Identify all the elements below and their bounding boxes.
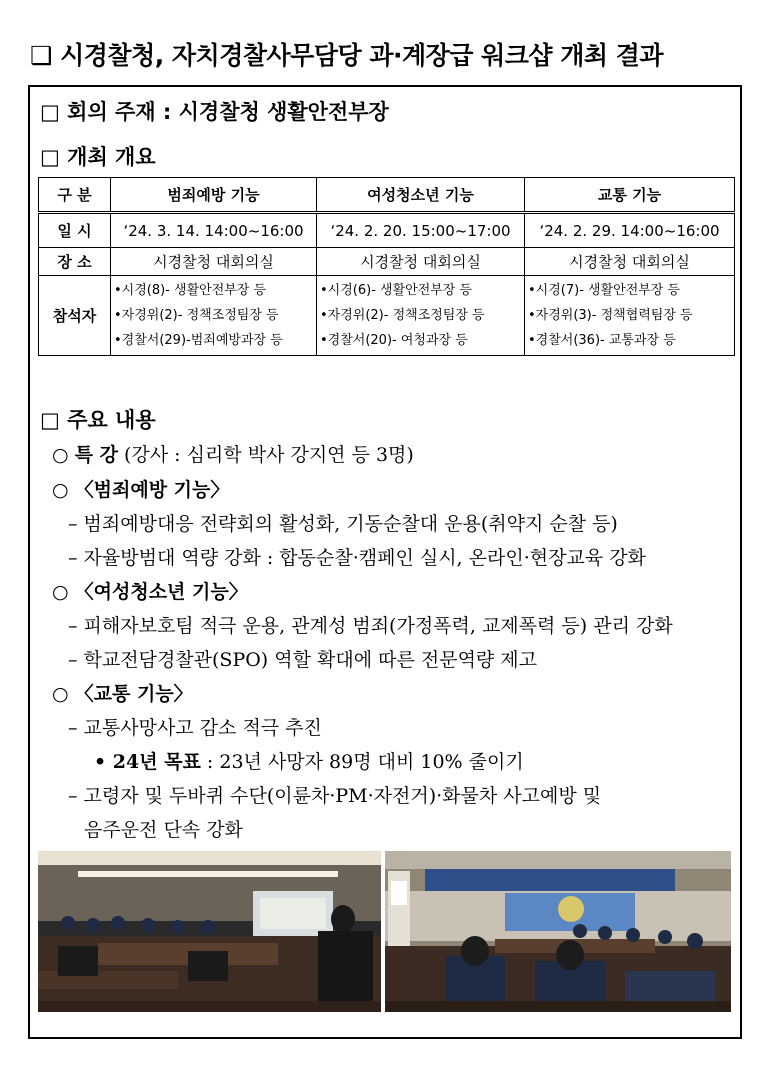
section-title-text: 〈범죄예방 기능〉 — [74, 479, 230, 501]
row-label: 장 소 — [39, 248, 111, 276]
bullet: ○ — [52, 683, 69, 705]
lecture-detail: (강사 : 심리학 박사 강지연 등 3명) — [117, 444, 414, 466]
section-item: – 피해자보호팀 적극 운용, 관계성 범죄(가정폭력, 교제폭력 등) 관리 강화 — [68, 615, 673, 637]
table-header: 구 분 — [39, 178, 111, 213]
bullet: ○ — [52, 581, 69, 603]
overview-table — [38, 177, 735, 356]
table-row — [39, 213, 735, 248]
main-heading: □ 주요 내용 — [40, 408, 156, 432]
host-value: : 시경찰청 생활안전부장 — [155, 100, 389, 124]
table-row — [39, 276, 735, 356]
host-line — [40, 96, 389, 126]
section-item: – 학교전담경찰관(SPO) 역할 확대에 따른 전문역량 제고 — [68, 649, 538, 671]
attendee-line: •시경(7)- 생활안전부장 등 — [528, 283, 681, 298]
attendee-cell — [317, 276, 525, 356]
attendee-line: •시경(6)- 생활안전부장 등 — [320, 283, 473, 298]
table-header: 교통 기능 — [525, 178, 735, 213]
attendee-cell — [525, 276, 735, 356]
meeting-photo-right-image — [385, 851, 731, 1012]
goal-label: • 24년 목표 — [94, 751, 201, 773]
bullet: ○ — [52, 444, 69, 466]
photo-strip — [38, 851, 731, 1012]
goal-text: : 23년 사망자 89명 대비 10% 줄이기 — [200, 751, 524, 773]
table-header: 범죄예방 기능 — [111, 178, 317, 213]
bullet: ○ — [52, 479, 69, 501]
attendee-line: •경찰서(29)-범죄예방과장 등 — [114, 333, 283, 348]
meeting-photo-right — [385, 851, 731, 1012]
meeting-photo-left — [38, 851, 381, 1012]
table-cell: 시경찰청 대회의실 — [111, 248, 317, 276]
page-title: ❑ 시경찰청, 자치경찰사무담당 과·계장급 워크샵 개최 결과 — [30, 41, 664, 70]
section-item: – 범죄예방대응 전략회의 활성화, 기동순찰대 운용(취약지 순찰 등) — [68, 513, 618, 535]
section-title-text: 〈여성청소년 기능〉 — [74, 581, 248, 603]
section-title — [52, 679, 193, 706]
table-cell: ‘24. 3. 14. 14:00~16:00 — [111, 213, 317, 248]
meeting-photo-left-image — [38, 851, 381, 1012]
attendee-line: •경찰서(20)- 여청과장 등 — [320, 333, 468, 348]
goal-line — [94, 747, 524, 774]
table-cell: 시경찰청 대회의실 — [525, 248, 735, 276]
overview-heading: □ 개최 개요 — [40, 145, 156, 169]
section-item: – 자율방범대 역량 강화 : 합동순찰·캠페인 실시, 온라인·현장교육 강화 — [68, 547, 646, 569]
section-title-text: 〈교통 기능〉 — [74, 683, 193, 705]
attendee-line: •시경(8)- 생활안전부장 등 — [114, 283, 267, 298]
attendee-line: •자경위(2)- 정책조정팀장 등 — [320, 308, 485, 323]
table-cell: 시경찰청 대회의실 — [317, 248, 525, 276]
section-title — [52, 577, 248, 604]
lecture-line — [52, 440, 414, 467]
section-item: – 고령자 및 두바퀴 수단(이륜차·PM·자전거)·화물차 사고예방 및 — [68, 785, 602, 807]
host-label: □ 회의 주재 — [40, 100, 156, 124]
table-cell: ‘24. 2. 29. 14:00~16:00 — [525, 213, 735, 248]
attendee-line: •자경위(3)- 정책협력팀장 등 — [528, 308, 693, 323]
row-label: 일 시 — [39, 213, 111, 248]
lecture-label: 특 강 — [74, 444, 118, 466]
section-item-continued: 음주운전 단속 강화 — [84, 819, 243, 841]
attendee-cell — [111, 276, 317, 356]
section-title — [52, 475, 229, 502]
row-label: 참석자 — [39, 276, 111, 356]
table-header: 여성청소년 기능 — [317, 178, 525, 213]
section-item: – 교통사망사고 감소 적극 추진 — [68, 717, 322, 739]
table-header-row — [39, 178, 735, 213]
attendee-line: •경찰서(36)- 교통과장 등 — [528, 333, 676, 348]
table-row — [39, 248, 735, 276]
table-cell: ‘24. 2. 20. 15:00~17:00 — [317, 213, 525, 248]
attendee-line: •자경위(2)- 정책조정팀장 등 — [114, 308, 279, 323]
